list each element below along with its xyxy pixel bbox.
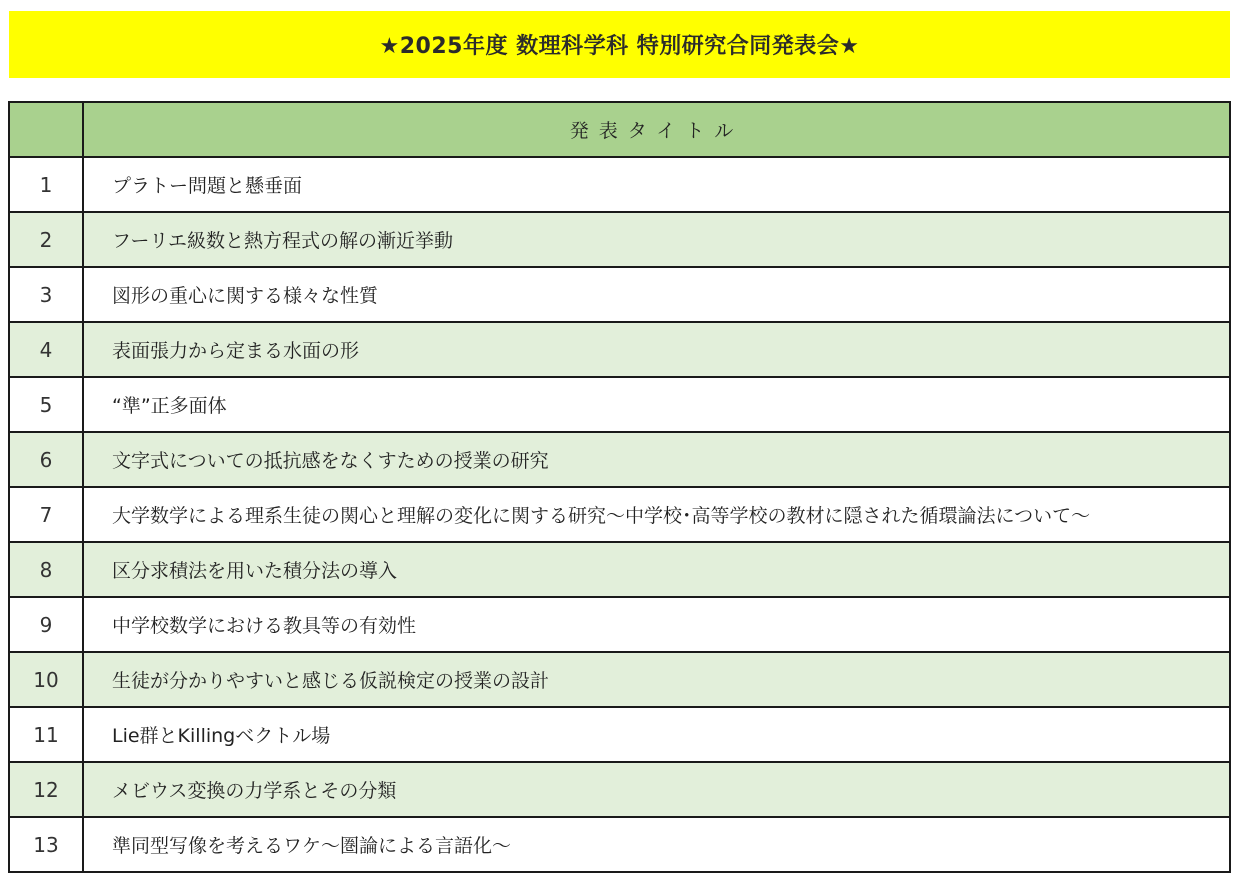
row-title: 区分求積法を用いた積分法の導入 (112, 560, 398, 582)
row-title: 準同型写像を考えるワケ～圏論による言語化～ (112, 835, 512, 857)
row-number: 11 (10, 708, 84, 761)
row-number: 6 (10, 433, 84, 486)
table-row (10, 376, 1229, 431)
row-number: 4 (10, 323, 84, 376)
row-title: フーリエ級数と熱方程式の解の漸近挙動 (112, 230, 454, 252)
event-banner (9, 11, 1230, 78)
row-number: 9 (10, 598, 84, 651)
row-title: 図形の重心に関する様々な性質 (112, 285, 379, 307)
table-row (10, 816, 1229, 871)
row-number: 12 (10, 763, 84, 816)
row-title: 文字式についての抵抗感をなくすための授業の研究 (112, 450, 549, 472)
row-title: 表面張力から定まる水面の形 (112, 340, 360, 362)
row-number: 3 (10, 268, 84, 321)
table-row (10, 651, 1229, 706)
row-number: 5 (10, 378, 84, 431)
table-body (10, 156, 1229, 871)
table-row (10, 761, 1229, 816)
table-row (10, 706, 1229, 761)
table-row (10, 321, 1229, 376)
row-title: プラトー問題と懸垂面 (112, 175, 303, 197)
row-title: “準”正多面体 (112, 395, 227, 417)
row-number: 1 (10, 158, 84, 211)
row-number: 2 (10, 213, 84, 266)
table-header-row (10, 103, 1229, 156)
presentation-table (8, 101, 1231, 873)
row-number: 10 (10, 653, 84, 706)
table-row (10, 156, 1229, 211)
header-number-cell (10, 103, 84, 156)
table-row (10, 431, 1229, 486)
table-row (10, 211, 1229, 266)
table-row (10, 266, 1229, 321)
row-title: 生徒が分かりやすいと感じる仮説検定の授業の設計 (112, 670, 550, 692)
row-number: 7 (10, 488, 84, 541)
row-title: メビウス変換の力学系とその分類 (112, 780, 397, 802)
header-title-cell: 発表タイトル (569, 120, 744, 142)
table-row (10, 541, 1229, 596)
row-number: 13 (10, 818, 84, 871)
table-row (10, 596, 1229, 651)
row-title: Lie群とKillingベクトル場 (112, 725, 331, 747)
event-title: ★2025年度 数理科学科 特別研究合同発表会★ (379, 34, 860, 59)
row-title: 大学数学による理系生徒の関心と理解の変化に関する研究～中学校･高等学校の教材に隠された循環論法について～ (112, 505, 1091, 527)
row-number: 8 (10, 543, 84, 596)
row-title: 中学校数学における教具等の有効性 (112, 615, 417, 637)
table-row (10, 486, 1229, 541)
